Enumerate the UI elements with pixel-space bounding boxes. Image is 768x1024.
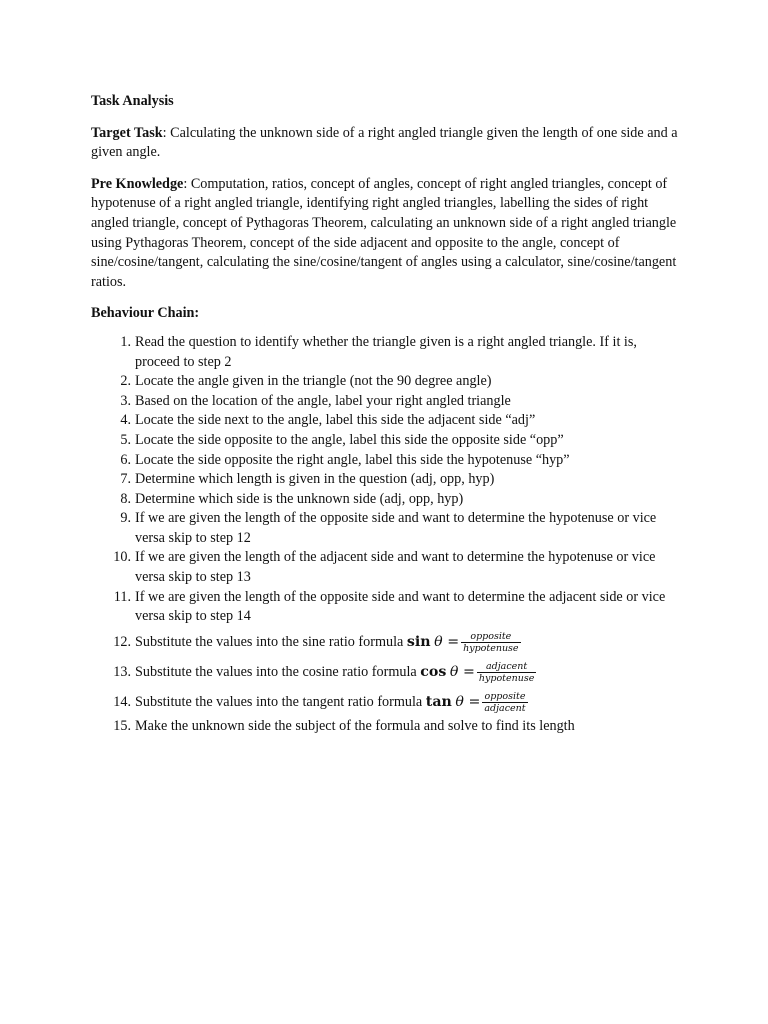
list-item [91,588,681,627]
list-item [91,627,681,657]
formula-function: cos [420,663,447,680]
fraction-numerator: opposite [482,691,527,703]
step-text: Substitute the values into the sine ratio formula [135,633,404,650]
fraction-denominator: adjacent [484,703,526,715]
formula-fraction [461,631,520,654]
list-item [91,411,681,431]
pre-knowledge-label: Pre Knowledge [91,175,184,192]
step-text: Locate the side next to the angle, label this side the adjacent side “adj” [135,412,536,429]
step-text: If we are given the length of the opposite side and want to determine the adjacent side or vice versa skip to step 14 [135,588,666,625]
step-number: 13. [113,663,131,680]
step-number: 5. [120,431,131,448]
step-number: 12. [113,633,131,650]
list-item [91,451,681,471]
target-task-label: Target Task [91,124,163,141]
target-task-text: : Calculating the unknown side of a right angled triangle given the length of one side and a given angle. [91,124,678,161]
step-text: Based on the location of the angle, label your right angled triangle [135,392,511,409]
step-number: 1. [120,333,131,350]
pre-knowledge-text: : Computation, ratios, concept of angles, concept of right angled triangles, concept of hypotenuse of a right angled triangle, identifying right angled triangles, labelling the sides of right angled triangle, concept of Pythagoras Theorem, calculating an unknown side of a right angled triangle using Pythagoras Theorem, concept of the side adjacent and opposite to the angle, concept of sine/cosine/tangent, calculating the sine/cosine/tangent of angles using a calculator, sine/cosine/tangent ratios. [91,175,677,290]
list-item [91,717,681,737]
list-item [91,548,681,587]
step-number: 10. [113,549,131,566]
fraction-denominator: hypotenuse [478,673,535,685]
step-number: 4. [120,412,131,429]
pre-knowledge-paragraph [91,175,681,293]
target-task-paragraph [91,124,681,163]
behaviour-chain-heading: Behaviour Chain: [91,305,200,322]
formula-fraction [477,661,536,684]
fraction-denominator: hypotenuse [463,643,519,655]
formula-variable: θ = [434,633,460,650]
step-number: 7. [120,471,131,488]
step-number: 2. [120,373,131,390]
behaviour-chain-list [91,333,681,737]
step-number: 3. [120,392,131,409]
step-text: Determine which length is given in the question (adj, opp, hyp) [135,471,495,488]
step-text: Determine which side is the unknown side (adj, opp, hyp) [135,490,464,507]
document-content [91,92,681,736]
step-text: Substitute the values into the tangent ratio formula [135,693,423,710]
step-number: 9. [120,510,131,527]
list-item [91,687,681,717]
step-number: 6. [120,451,131,468]
step-text: Locate the side opposite to the angle, label this side the opposite side “opp” [135,431,564,448]
formula-variable: θ = [449,663,475,680]
formula-function: tan [425,693,452,710]
step-number: 8. [120,490,131,507]
step-number: 15. [113,717,131,734]
step-text: Read the question to identify whether the triangle given is a right angled triangle. If it is, proceed to step 2 [135,333,637,370]
list-item [91,431,681,451]
list-item [91,372,681,392]
step-text: Make the unknown side the subject of the formula and solve to find its length [135,717,575,734]
step-text: Substitute the values into the cosine ratio formula [135,663,417,680]
list-item [91,657,681,687]
step-text: If we are given the length of the opposite side and want to determine the hypotenuse or vice versa skip to step 12 [135,510,657,546]
fraction-numerator: opposite [461,631,520,643]
step-text: Locate the side opposite the right angle, label this side the hypotenuse “hyp” [135,451,570,468]
list-item [91,392,681,412]
step-text: If we are given the length of the adjacent side and want to determine the hypotenuse or vice versa skip to step 13 [135,549,656,586]
step-text: Locate the angle given in the triangle (not the 90 degree angle) [135,373,492,390]
step-number: 14. [113,693,131,710]
list-item [91,509,681,548]
list-item [91,333,681,372]
step-number: 11. [113,588,131,605]
formula-fraction [482,691,527,714]
document-title: Task Analysis [91,93,174,109]
fraction-numerator: adjacent [477,661,536,673]
list-item [91,470,681,490]
list-item [91,490,681,510]
formula-function: sin [406,633,431,650]
formula-variable: θ = [455,693,481,710]
